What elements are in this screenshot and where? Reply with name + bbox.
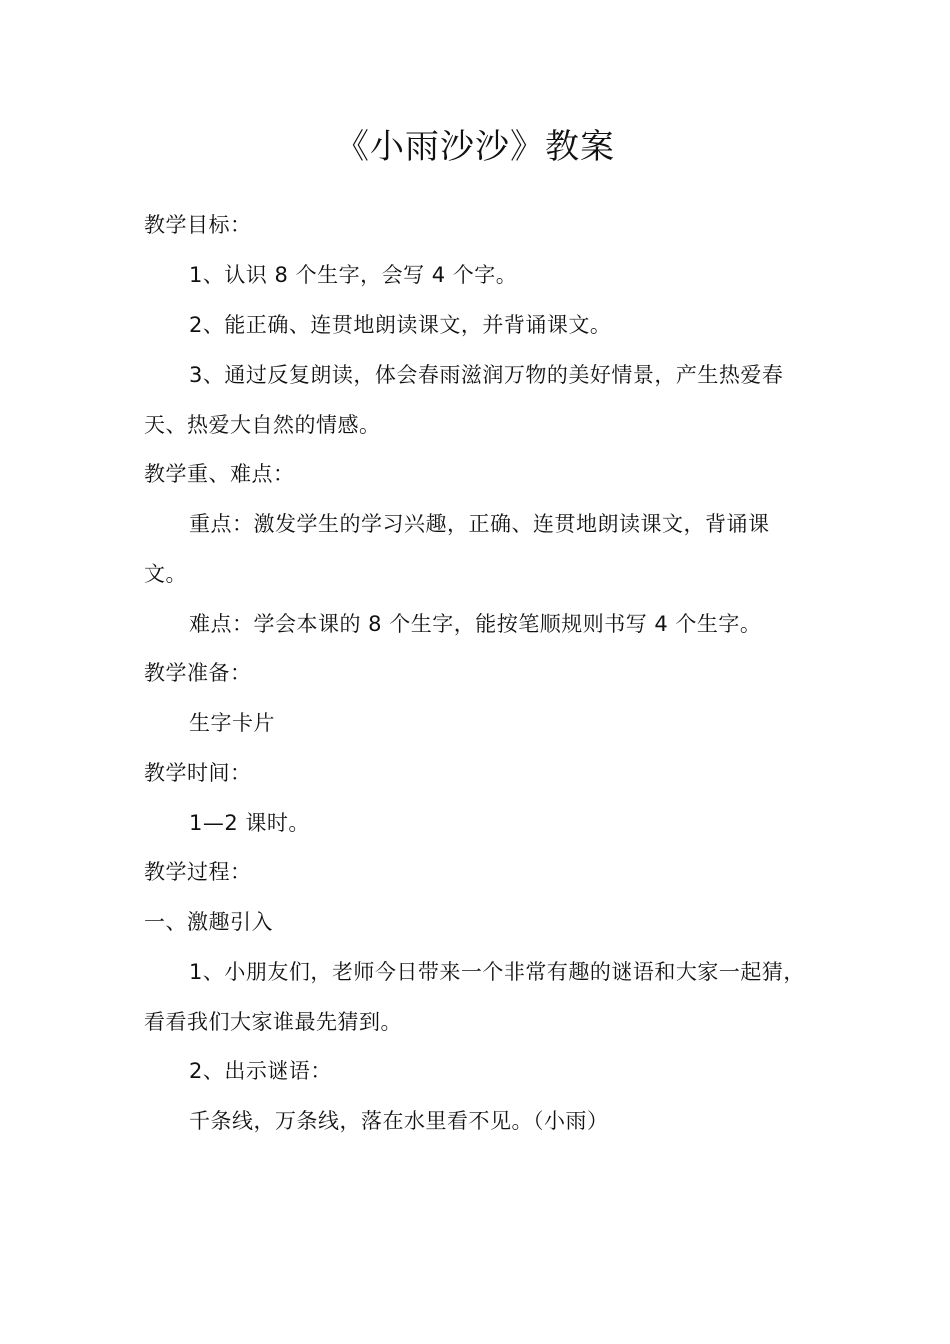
heading-preparation: 教学准备：: [144, 661, 252, 685]
difficulty-point: 难点：学会本课的 8 个生字，能按笔顺规则书写 4 个生字。: [189, 612, 762, 636]
step-2: 2、出示谜语：: [189, 1059, 332, 1083]
document-title: 《小雨沙沙》教案: [335, 127, 615, 167]
preparation-item: 生字卡片: [189, 711, 275, 735]
heading-time: 教学时间：: [144, 761, 252, 785]
time-value: 1—2 课时。: [189, 811, 310, 835]
step-1-line-1: 1、小朋友们，老师今日带来一个非常有趣的谜语和大家一起猜，: [189, 960, 805, 984]
key-point-line-1: 重点：激发学生的学习兴趣，正确、连贯地朗读课文，背诵课: [189, 512, 770, 536]
objective-1: 1、认识 8 个生字，会写 4 个字。: [189, 263, 518, 287]
section-1-heading: 一、激趣引入: [144, 910, 273, 934]
riddle-text: 千条线，万条线，落在水里看不见。（小雨）: [189, 1109, 609, 1133]
objective-3-line-1: 3、通过反复朗读，体会春雨滋润万物的美好情景，产生热爱春: [189, 363, 784, 387]
step-1-line-2: 看看我们大家谁最先猜到。: [144, 1010, 402, 1034]
key-point-line-2: 文。: [144, 562, 187, 586]
objective-2: 2、能正确、连贯地朗读课文，并背诵课文。: [189, 313, 612, 337]
heading-process: 教学过程：: [144, 860, 252, 884]
objective-3-line-2: 天、热爱大自然的情感。: [144, 413, 381, 437]
heading-objectives: 教学目标：: [144, 213, 252, 237]
heading-key-points: 教学重、难点：: [144, 462, 295, 486]
